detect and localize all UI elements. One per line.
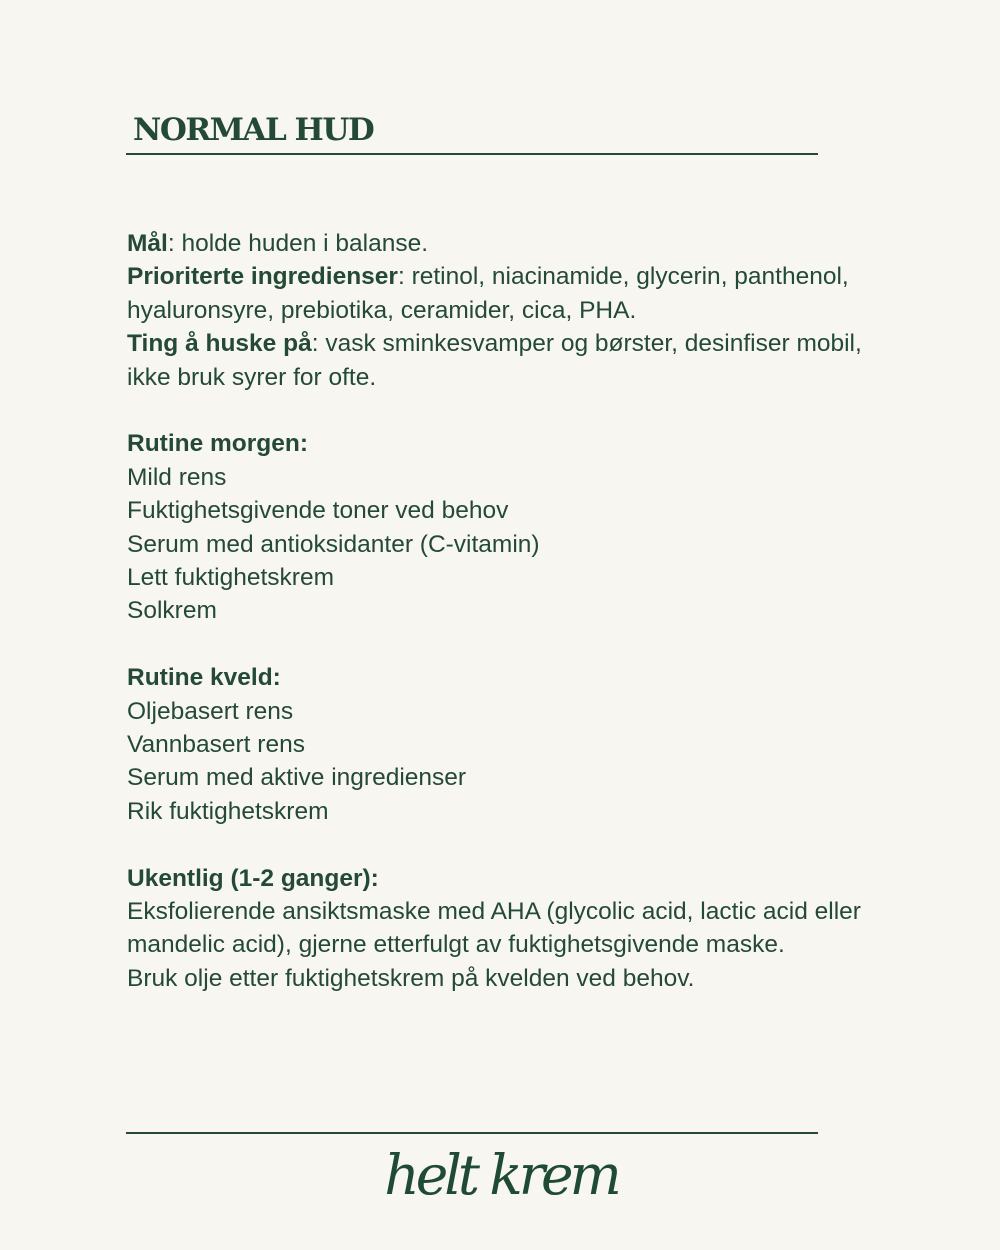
evening-heading: Rutine kveld:	[127, 664, 281, 692]
morning-item: Serum med antioksidanter (C-vitamin)	[127, 530, 540, 558]
evening-item: Oljebasert rens	[127, 697, 294, 725]
brand-logo: helt krem	[384, 1143, 618, 1207]
morning-section	[127, 427, 872, 627]
intro-section	[127, 227, 872, 394]
ingredients-line	[127, 260, 872, 327]
remember-text: : vask sminkesvamper og børster, desinfiser mobil, ikke bruk syrer for ofte.	[127, 330, 862, 391]
weekly-paragraph: Bruk olje etter fuktighetskrem på kvelden ved behov.	[127, 964, 695, 992]
morning-item: Solkrem	[127, 597, 217, 625]
morning-heading: Rutine morgen:	[127, 430, 309, 458]
evening-section	[127, 661, 872, 828]
skin-routine-content	[127, 227, 872, 995]
goal-line	[127, 227, 872, 260]
weekly-heading: Ukentlig (1-2 ganger):	[127, 864, 379, 892]
footer-divider	[126, 1132, 818, 1134]
page-title: NORMAL HUD	[133, 112, 374, 148]
goal-text: : holde huden i balanse.	[167, 230, 429, 257]
remember-label: Ting å huske på	[127, 330, 312, 358]
ingredients-text: : retinol, niacinamide, glycerin, panthenol, hyaluronsyre, prebiotika, ceramider, cica, PHA.	[127, 263, 849, 324]
evening-item: Rik fuktighetskrem	[127, 797, 329, 825]
morning-item: Lett fuktighetskrem	[127, 564, 334, 592]
weekly-paragraph: Eksfolierende ansiktsmaske med AHA (glycolic acid, lactic acid eller mandelic acid), gjerne etterfulgt av fuktighetsgivende maske.	[127, 898, 861, 959]
morning-item: Fuktighetsgivende toner ved behov	[127, 497, 509, 525]
remember-line	[127, 327, 872, 394]
goal-label: Mål	[127, 230, 168, 257]
evening-item: Serum med aktive ingredienser	[127, 764, 467, 792]
ingredients-label: Prioriterte ingredienser	[127, 263, 398, 291]
evening-item: Vannbasert rens	[127, 731, 305, 759]
morning-item: Mild rens	[127, 463, 227, 491]
weekly-section	[127, 862, 872, 996]
title-divider	[126, 153, 818, 155]
